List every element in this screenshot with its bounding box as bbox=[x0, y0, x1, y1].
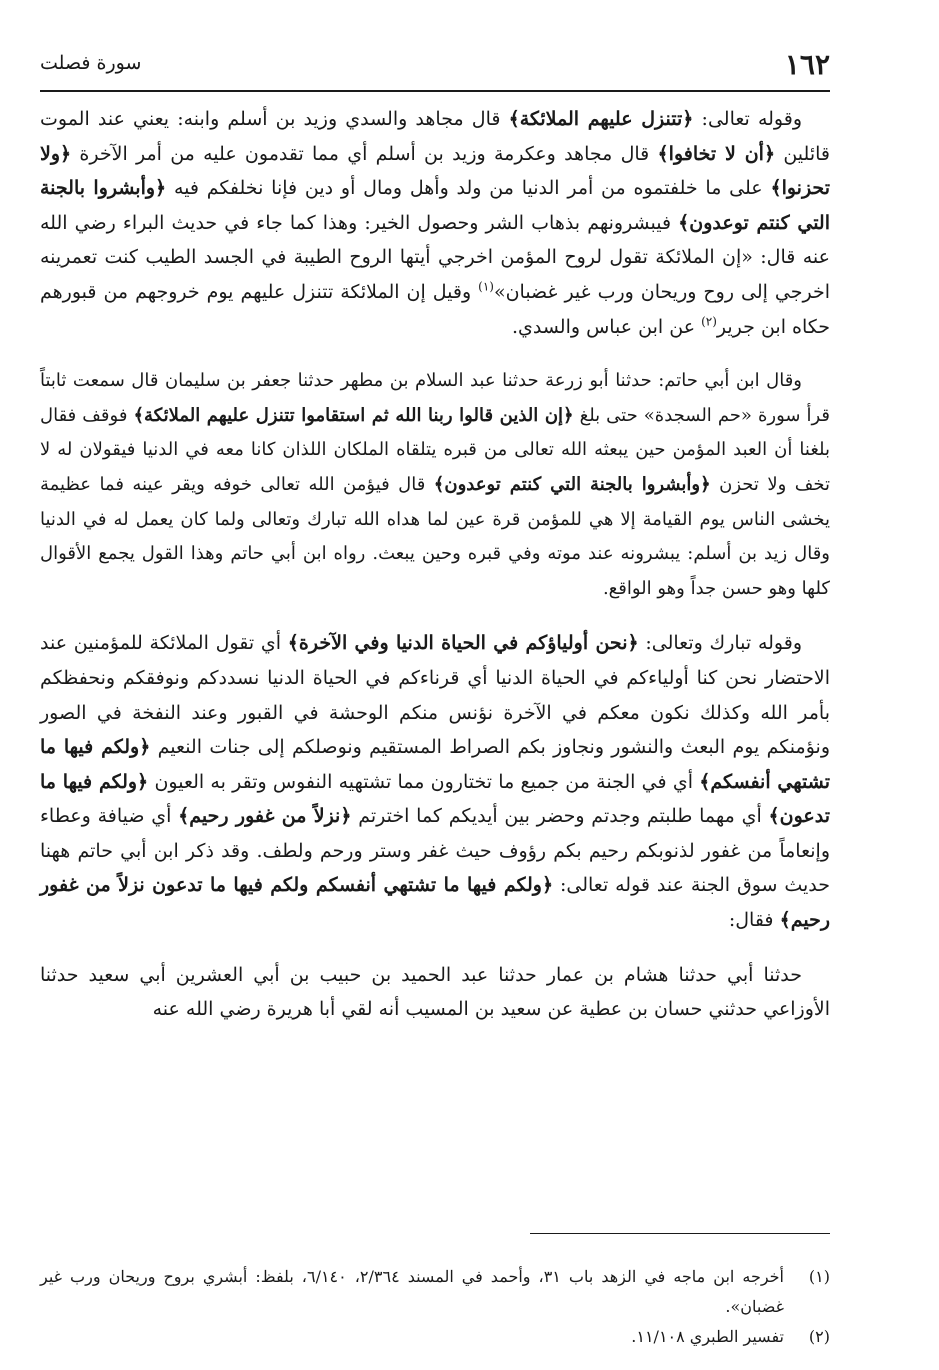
text-segment: فيبشرونهم بذهاب الشر وحصول الخير: وهذا كما جاء في حديث البراء رضي الله عنه قال: «إن الملائكة تقول لروح المؤمن اخرجي أيتها الروح الطيبة في الجسد الطيب كنت تعمرينه اخرجي إلى روح وريحان ورب غير غضبان» bbox=[40, 211, 830, 303]
text-segment: وقوله تبارك وتعالى: bbox=[638, 632, 803, 655]
footnote-number: (٢) bbox=[808, 1327, 830, 1346]
paragraph bbox=[40, 626, 830, 937]
text-segment: وقيل إن الملائكة تتنزل عليهم يوم خروجهم من قبورهم حكاه ابن جرير bbox=[40, 280, 830, 338]
text-segment: أي ضيافة وعطاء وإنعاماً من غفور لذنوبكم رحيم بكم رؤوف حيث غفر وستر ورحم ولطف. وقد ذكر ابن أبي حاتم ههنا حديث سوق الجنة عند قوله تعالى: bbox=[40, 805, 830, 897]
footnotes bbox=[40, 1262, 830, 1352]
quran-quote: ﴿ولكم فيها ما تشتهي أنفسكم﴾ bbox=[40, 736, 830, 793]
running-title: سورة فصلت bbox=[40, 52, 142, 74]
footnote-ref: (٢) bbox=[701, 314, 717, 329]
quran-quote: ﴿تتنزل عليهم الملائكة﴾ bbox=[508, 108, 694, 130]
paragraph bbox=[40, 102, 830, 344]
footnote-separator bbox=[530, 1233, 830, 1234]
footnote-text: تفسير الطبري ١١/١٠٨. bbox=[631, 1327, 784, 1346]
footnote bbox=[40, 1262, 830, 1322]
text-segment: فوقف فقال بلغنا أن العبد المؤمن حين يبعثه الله تعالى من قبره يتلقاه الملكان اللذان كانا معه في الدنيا فيقولان له لا تخف ولا تحزن bbox=[40, 404, 831, 495]
quran-quote: ﴿إن الذين قالوا ربنا الله ثم استقاموا تتنزل عليهم الملائكة﴾ bbox=[133, 404, 574, 426]
quran-quote: ﴿ولكم فيها ما تدعون﴾ bbox=[40, 770, 831, 828]
paragraph bbox=[40, 364, 830, 606]
text-segment: وقال ابن أبي حاتم: حدثنا أبو زرعة حدثنا عبد السلام بن مطهر حدثنا جعفر بن سليمان قال سمعت ثابتاً قرأ سورة «حم السجدة» حتى بلغ bbox=[40, 370, 831, 426]
page-number: ١٦٢ bbox=[784, 48, 830, 81]
footnote bbox=[40, 1322, 830, 1352]
text-segment: أي تقول الملائكة للمؤمنين عند الاحتضار نحن كنا أولياءكم في الحياة الدنيا أي قرناءكم في الحياة الدنيا نسددكم ونوفقكم ونحفظكم بأمر الله وكذلك نكون معكم في الآخرة نؤنس منكم الوحشة في القبور وعند النفخة في الصور ونؤمنكم يوم البعث والنشور ونجاوز بكم الصراط المستقيم ونوصلكم إلى جنات النعيم bbox=[40, 632, 830, 759]
text-segment: حدثنا أبي حدثنا هشام بن عمار حدثنا عبد الحميد بن حبيب بن أبي العشرين أبي سعيد حدثنا الأوزاعي حدثني حسان بن عطية عن سعيد بن المسيب أنه لقي أبا هريرة رضي الله عنه bbox=[40, 963, 830, 1021]
header-rule bbox=[40, 90, 830, 92]
footnote-number: (١) bbox=[808, 1267, 830, 1286]
quran-quote: ﴿ولا تحزنوا﴾ bbox=[40, 142, 830, 200]
quran-quote: ﴿نزلاً من غفور رحيم﴾ bbox=[178, 805, 352, 828]
text-segment: أي مهما طلبتم وجدتم وحضر بين أيديكم كما اخترتم bbox=[351, 805, 769, 828]
paragraph bbox=[40, 958, 830, 1027]
quran-quote: ﴿وأبشروا بالجنة التي كنتم توعدون﴾ bbox=[433, 473, 711, 495]
quran-quote: ﴿وأبشروا بالجنة التي كنتم توعدون﴾ bbox=[40, 177, 831, 234]
text-segment: قال مجاهد وعكرمة وزيد بن أسلم أي مما تقدمون عليه من أمر الآخرة bbox=[71, 142, 658, 165]
text-segment: قال مجاهد والسدي وزيد بن أسلم وابنه: يعني عند الموت قائلين bbox=[40, 108, 830, 165]
main-text bbox=[40, 102, 830, 1027]
text-segment: أي في الجنة من جميع ما تختارون مما تشتهيه النفوس وتقر به العيون bbox=[148, 770, 700, 793]
text-segment: فقال: bbox=[728, 909, 780, 932]
quran-quote: ﴿ولكم فيها ما تشتهي أنفسكم ولكم فيها ما تدعون نزلاً من غفور رحيم﴾ bbox=[40, 874, 830, 932]
footnote-text: أخرجه ابن ماجه في الزهد باب ٣١، وأحمد في المسند ٢/٣٦٤، ٦/١٤٠، بلفظ: أبشري بروح وريحان ورب غير غضبان». bbox=[40, 1267, 784, 1316]
text-segment: عن ابن عباس والسدي. bbox=[511, 315, 702, 338]
text-segment: وقوله تعالى: bbox=[693, 108, 802, 130]
quran-quote: ﴿أن لا تخافوا﴾ bbox=[657, 142, 776, 165]
page-header bbox=[40, 40, 830, 92]
book-page bbox=[40, 40, 831, 1346]
text-segment: على ما خلفتموه من أمر الدنيا من ولد وأهل ومال أو دين فإنا نخلفكم فيه bbox=[166, 177, 771, 200]
footnote-ref: (١) bbox=[478, 279, 494, 294]
quran-quote: ﴿نحن أولياؤكم في الحياة الدنيا وفي الآخرة﴾ bbox=[287, 632, 639, 655]
text-segment: قال فيؤمن الله تعالى خوفه ويقر عينه فما عظيمة يخشى الناس يوم القيامة إلا هي للمؤمن قرة عين لما هداه الله تبارك وتعالى ولما كان يعمل له في الدنيا وقال زيد بن أسلم: يبشرونه عند موته وفي قبره وحين يبعث. رواه ابن أبي حاتم وهذا القول يجمع الأقوال كلها وهو حسن جداً وهو الواقع. bbox=[40, 473, 830, 599]
